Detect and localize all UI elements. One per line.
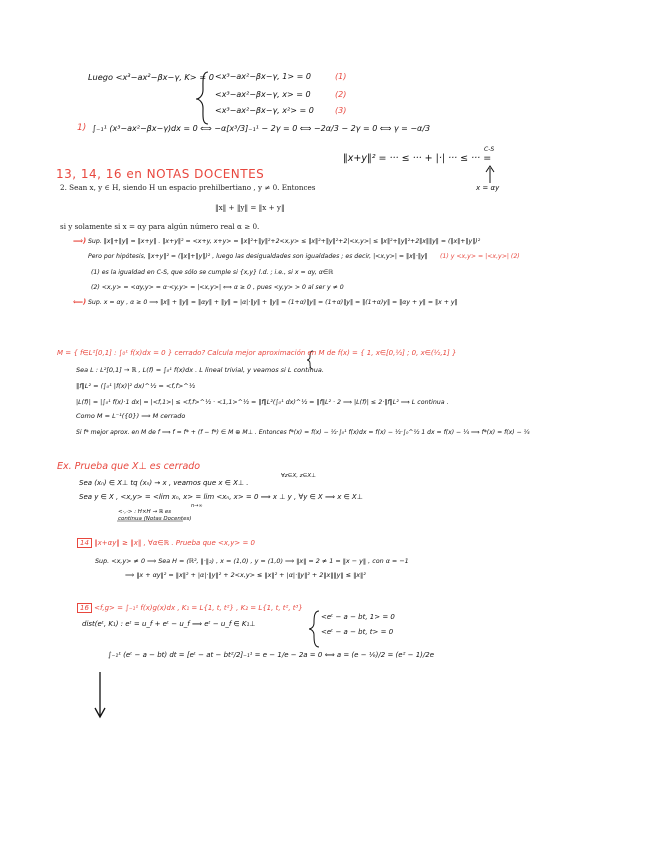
- p14-tag: 14: [77, 538, 92, 548]
- p16-question: <f,g> = ∫₋₁¹ f(x)g(x)dx , K₁ = L{1, t, t²} , K₂ = L{1, t, t², t³}: [94, 604, 303, 612]
- forward-proof-2: Pero por hipótesis, ‖x+y‖² = (‖x‖+‖y‖)² , luego las desigualdades son igualdades ; es decir, |<x,y>| = ‖x‖·‖y‖: [88, 253, 428, 260]
- backward-tag: ⟸): [73, 298, 87, 306]
- p14-line-2: ⟹ ‖x + αy‖² = ‖x‖² + |α|·‖y‖² + 2<x,y> ≤ ‖x‖² + |α|·‖y‖² + 2‖x‖‖y‖ ≤ ‖x‖²: [125, 571, 366, 579]
- p16-integral: ∫₋₁¹ (eᵗ − a − bt) dt = [eᵗ − at − bt²/2]₋₁¹ = e − 1/e − 2a = 0 ⟺ a = (e − ¹⁄ₑ)/2 = (e² − 1)/2e: [108, 651, 435, 659]
- ex-line-2: Sea y ∈ X , <x,y> = <lim xₙ, x> = lim <xₙ, x> = 0 ⟹ x ⊥ y , ∀y ∈ X ⟹ x ∈ X⊥: [79, 493, 363, 501]
- p14-line-1: Sup. <x,y> ≠ 0 ⟹ Sea H = (ℝ², ‖·‖₂) , x = (1,0) , y = (1,0) ⟹ ‖x‖ = 2 ≠ 1 = ‖x − y‖ , con α = −1: [95, 557, 409, 565]
- step-tag: 1): [77, 123, 87, 133]
- p14-question: ‖x+αy‖ ≥ ‖x‖ , ∀α∈ℝ . Prueba que <x,y> = 0: [94, 539, 255, 547]
- p14-question-row: [77, 538, 255, 548]
- side-arrow-label: x = αy: [476, 184, 500, 192]
- p16-line-1: dist(eᵗ, K₁) : eᵗ = u_f + eᵗ − u_f ⟹ eᵗ − u_f ∈ K₁⊥: [82, 620, 256, 628]
- closed-question: M = { f∈L²[0,1] : ∫₀¹ f(x)dx = 0 } cerrado? Calcula mejor aproximación en M de f(x) = { 1, x∈[0,½] ; 0, x∈(½,1] }: [57, 349, 457, 357]
- p16-system-2: <eᵗ − a − bt, t> = 0: [321, 628, 394, 636]
- closed-line-2: ‖f‖L² = (∫₀¹ |f(x)|² dx)^½ = <f,f>^½: [76, 382, 196, 390]
- tag-3: (3): [335, 106, 347, 115]
- system-eq-3: <x³−ax²−βx−γ, x²> = 0: [215, 106, 314, 115]
- system-eq-2: <x³−ax²−βx−γ, x> = 0: [215, 90, 311, 99]
- printed-display: ‖x‖ + ‖y‖ = ‖x + y‖: [215, 203, 285, 212]
- closed-line-5: Si f* mejor aprox. en M de f ⟹ f = f* + (f − f*) ∈ M ⊕ M⊥ . Entonces f*(x) = f(x) − ½·∫₀¹ f(x)dx = f(x) − ½·∫₀^½ 1 dx = f(x) − ¼ ⟹ f*(x) = f(x) − ¼: [76, 429, 530, 436]
- p16-system-1: <eᵗ − a − bt, 1> = 0: [321, 613, 395, 621]
- step-integral: ∫₋₁¹ (x³−ax²−βx−γ)dx = 0 ⟺ −α[x³/3]₋₁¹ − 2γ = 0 ⟺ −2α/3 − 2γ = 0 ⟺ γ = −α/3: [92, 124, 431, 133]
- printed-statement: 2. Sean x, y ∈ H, siendo H un espacio prehilbertiano , y ≠ 0. Entonces: [60, 183, 316, 192]
- forward-proof-4: (2) <x,y> = <αy,y> = α·<y,y> = |<x,y>| ⟺ α ≥ 0 , pues <y,y> > 0 al ser y ≠ 0: [91, 284, 344, 291]
- ex-note-2: continua (Notas Docentes): [118, 516, 192, 522]
- side-cs-label: C-S: [484, 146, 495, 153]
- printed-iff: si y solamente si x = αy para algún número real α ≥ 0.: [60, 222, 260, 231]
- ex-line-1: Sea (xₙ) ∈ X⊥ tq (xₙ) → x , veamos que x ∈ X⊥ .: [79, 479, 249, 487]
- ex-note-1: <·,·> : H×H → ℝ es: [118, 509, 172, 515]
- forward-proof-3: (1) es la igualdad en C-S, que sólo se cumple si {x,y} l.d. ; i.e., si x = αy, α∈ℝ: [91, 269, 334, 276]
- forward-proof-2-tags: (1) y <x,y> = |<x,y>| (2): [440, 253, 520, 260]
- system-eq-1: <x³−ax²−βx−γ, 1> = 0: [215, 72, 311, 81]
- notas-heading: 13, 14, 16 en NOTAS DOCENTES: [56, 167, 265, 181]
- ex-line-1-note: ∀z∈X, z∈X⊥: [281, 473, 316, 479]
- p16-question-row: [77, 603, 303, 613]
- p16-tag: 16: [77, 603, 92, 613]
- closed-line-3: |L(f)| = |∫₀¹ f(x)·1 dx| = |<f,1>| ≤ <f,f>^½ · <1,1>^½ = ‖f‖L²(∫₀¹ dx)^½ = ‖f‖L² · 2 ⟹ |L(f)| ≤ 2·‖f‖L² ⟹ L continua .: [76, 399, 449, 406]
- closed-line-1: Sea L : L²[0,1] → ℝ , L(f) = ∫₀¹ f(x)dx . L lineal trivial, y veamos si L continua.: [76, 366, 324, 374]
- tag-2: (2): [335, 90, 347, 99]
- closed-line-4: Como M = L⁻¹({0}) ⟹ M cerrado: [76, 412, 186, 420]
- ex-line-2-limit: n→∞: [191, 503, 203, 509]
- tag-1: (1): [335, 72, 347, 81]
- ex-heading: Ex. Prueba que X⊥ es cerrado: [57, 461, 201, 472]
- backward-proof: Sup. x = αy , α ≥ 0 ⟹ ‖x‖ + ‖y‖ = ‖αy‖ + ‖y‖ = |α|·‖y‖ + ‖y‖ = (1+α)‖y‖ = (1+α)‖y‖ = ‖(1+α)y‖ = ‖αy + y‖ = ‖x + y‖: [88, 299, 458, 306]
- forward-tag: ⟹): [73, 237, 87, 245]
- forward-proof-1: Sup. ‖x‖+‖y‖ = ‖x+y‖ . ‖x+y‖² = <x+y, x+y> = ‖x‖²+‖y‖²+2<x,y> ≤ ‖x‖²+‖y‖²+2|<x,y>| ≤ ‖x‖²+‖y‖²+2‖x‖‖y‖ = (‖x‖+‖y‖)²: [88, 238, 481, 245]
- side-formula: ‖x+y‖² = ··· ≤ ··· + |·| ··· ≤ ··· =: [343, 153, 492, 164]
- luego-line: Luego <x³−ax²−βx−γ, K> = 0: [88, 72, 214, 82]
